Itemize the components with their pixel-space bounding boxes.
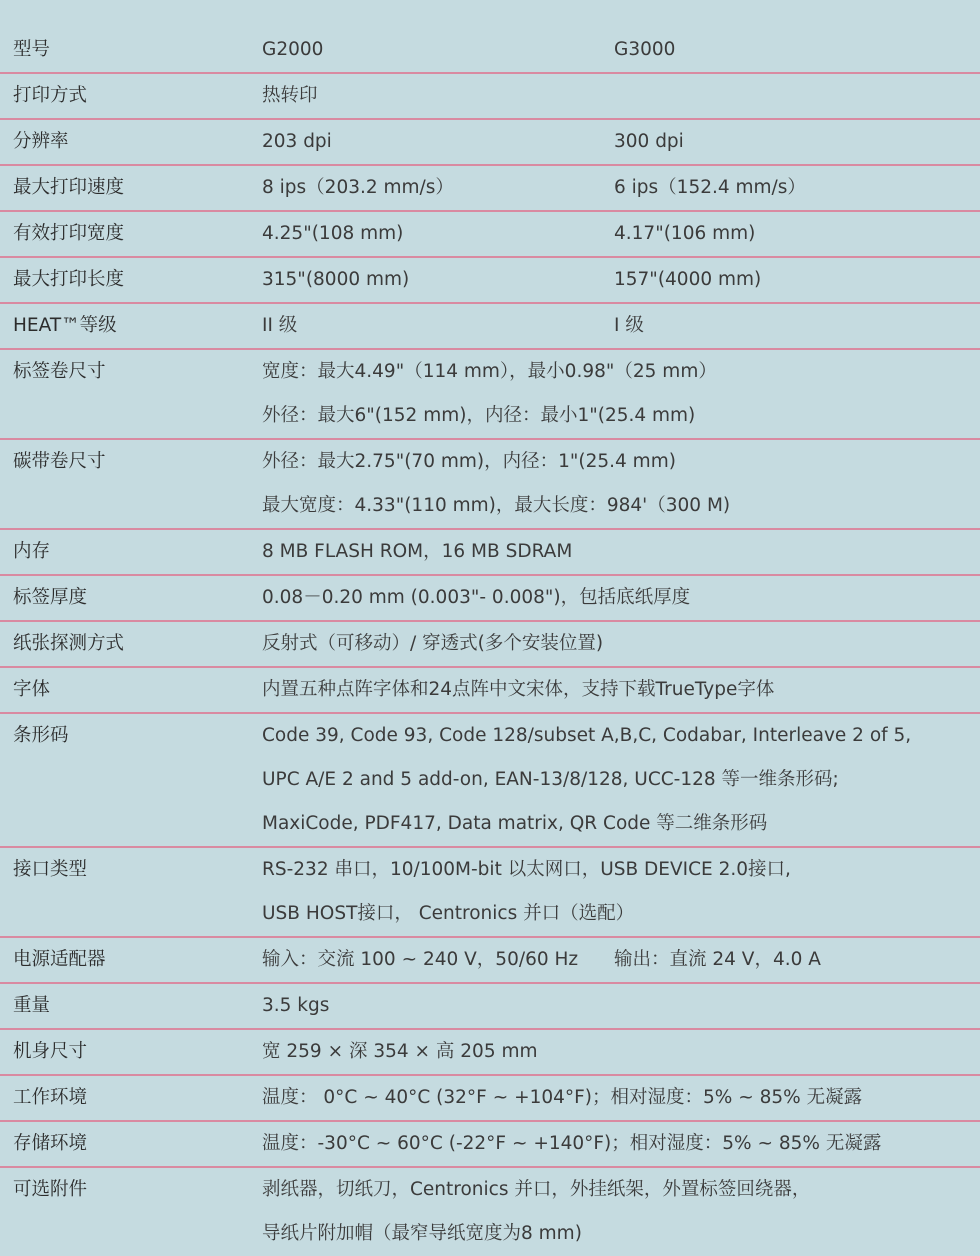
spec-label: 可选附件 [13, 1179, 88, 1200]
spec-values [262, 304, 980, 348]
spec-row [0, 256, 980, 302]
value-g3000: 6 ips（152.4 mm/s） [614, 177, 806, 198]
spec-value-line: 剥纸器，切纸刀，Centronics 并口，外挂纸架，外置标签回绕器， [262, 1179, 811, 1200]
spec-value: 宽 259 × 深 354 × 高 205 mm [262, 1041, 538, 1062]
spec-value-line: 宽度：最大4.49"（114 mm），最小0.98"（25 mm） [262, 361, 717, 382]
spec-label: 字体 [13, 679, 51, 700]
spec-label: 纸张探测方式 [13, 633, 125, 654]
spec-value-line: RS-232 串口，10/100M-bit 以太网口，USB DEVICE 2.0接口, [262, 859, 791, 880]
spec-value: 内置五种点阵字体和24点阵中文宋体，支持下载TrueType字体 [262, 679, 775, 700]
value-g3000: 157"(4000 mm) [614, 269, 762, 290]
spec-label: 型号 [13, 39, 51, 60]
spec-value-line: UPC A/E 2 and 5 add-on, EAN-13/8/128, UCC-128 等一维条形码; [262, 769, 839, 790]
value-g2000: 输入：交流 100 ~ 240 V，50/60 Hz [262, 949, 579, 970]
spec-label: 标签厚度 [13, 587, 88, 608]
spec-value-line: 外径：最大6"(152 mm)，内径：最小1"(25.4 mm) [262, 405, 696, 426]
spec-value-line: USB HOST接口， Centronics 并口（选配） [262, 903, 635, 924]
spec-values [262, 166, 980, 210]
value-g3000: G3000 [614, 39, 676, 60]
spec-label: 内存 [13, 541, 51, 562]
spec-row [0, 164, 980, 210]
spec-values [262, 622, 980, 666]
spec-values [262, 212, 980, 256]
spec-label: 机身尺寸 [13, 1041, 88, 1062]
spec-row [0, 574, 980, 620]
spec-label: 最大打印速度 [13, 177, 125, 198]
spec-values [262, 938, 980, 982]
value-g3000: 300 dpi [614, 131, 684, 152]
spec-value-line: 最大宽度：4.33"(110 mm)，最大长度：984'（300 M) [262, 495, 731, 516]
spec-value: 3.5 kgs [262, 995, 330, 1016]
spec-values [262, 1030, 980, 1074]
value-g2000: 4.25"(108 mm) [262, 223, 404, 244]
spec-row [0, 620, 980, 666]
value-g3000: I 级 [614, 315, 644, 336]
spec-row [0, 712, 980, 846]
spec-values [262, 668, 980, 712]
spec-value: 热转印 [262, 85, 318, 106]
spec-values [262, 120, 980, 164]
spec-row [0, 528, 980, 574]
spec-table [0, 28, 980, 1256]
spec-row [0, 1028, 980, 1074]
value-g3000: 输出：直流 24 V，4.0 A [614, 949, 821, 970]
spec-values [262, 258, 980, 302]
spec-values [262, 848, 980, 936]
spec-values [262, 1122, 980, 1166]
spec-row [0, 936, 980, 982]
spec-label: 工作环境 [13, 1087, 88, 1108]
spec-row [0, 28, 980, 72]
spec-row [0, 348, 980, 438]
spec-value: 0.08－0.20 mm (0.003"- 0.008")，包括底纸厚度 [262, 587, 691, 608]
spec-row [0, 1074, 980, 1120]
spec-values [262, 440, 980, 528]
spec-label: 标签卷尺寸 [13, 361, 106, 382]
spec-row [0, 302, 980, 348]
value-g2000: 315"(8000 mm) [262, 269, 410, 290]
spec-values [262, 74, 980, 118]
spec-label: 分辨率 [13, 131, 69, 152]
spec-value: 反射式（可移动）/ 穿透式(多个安装位置) [262, 633, 604, 654]
spec-row [0, 118, 980, 164]
spec-row [0, 1120, 980, 1166]
spec-value-line: Code 39, Code 93, Code 128/subset A,B,C, Codabar, Interleave 2 of 5, [262, 725, 912, 746]
spec-values [262, 1076, 980, 1120]
spec-label: 最大打印长度 [13, 269, 125, 290]
spec-label: HEAT™等级 [13, 315, 117, 336]
value-g2000: 8 ips（203.2 mm/s） [262, 177, 454, 198]
value-g2000: 203 dpi [262, 131, 332, 152]
spec-values [262, 576, 980, 620]
spec-value-line: 外径：最大2.75"(70 mm)，内径：1"(25.4 mm) [262, 451, 676, 472]
spec-values [262, 984, 980, 1028]
spec-row [0, 72, 980, 118]
spec-label: 打印方式 [13, 85, 88, 106]
spec-row [0, 982, 980, 1028]
spec-value-line: 导纸片附加帽（最窄导纸宽度为8 mm) [262, 1223, 582, 1244]
value-g2000: G2000 [262, 39, 324, 60]
spec-row [0, 846, 980, 936]
value-g2000: II 级 [262, 315, 298, 336]
spec-values [262, 350, 980, 438]
spec-label: 条形码 [13, 725, 69, 746]
spec-label: 重量 [13, 995, 51, 1016]
spec-value: 8 MB FLASH ROM，16 MB SDRAM [262, 541, 573, 562]
spec-value: 温度： 0°C ~ 40°C (32°F ~ +104°F)；相对湿度：5% ~ 85% 无凝露 [262, 1087, 863, 1108]
spec-label: 碳带卷尺寸 [13, 451, 106, 472]
spec-value: 温度：-30°C ~ 60°C (-22°F ~ +140°F)；相对湿度：5% ~ 85% 无凝露 [262, 1133, 882, 1154]
spec-values [262, 714, 980, 846]
spec-values [262, 530, 980, 574]
spec-row [0, 438, 980, 528]
value-g3000: 4.17"(106 mm) [614, 223, 756, 244]
spec-values [262, 28, 980, 72]
spec-row [0, 666, 980, 712]
spec-label: 接口类型 [13, 859, 88, 880]
spec-label: 有效打印宽度 [13, 223, 125, 244]
spec-row [0, 210, 980, 256]
spec-label: 电源适配器 [13, 949, 106, 970]
spec-label: 存储环境 [13, 1133, 88, 1154]
spec-value-line: MaxiCode, PDF417, Data matrix, QR Code 等二维条形码 [262, 813, 768, 834]
